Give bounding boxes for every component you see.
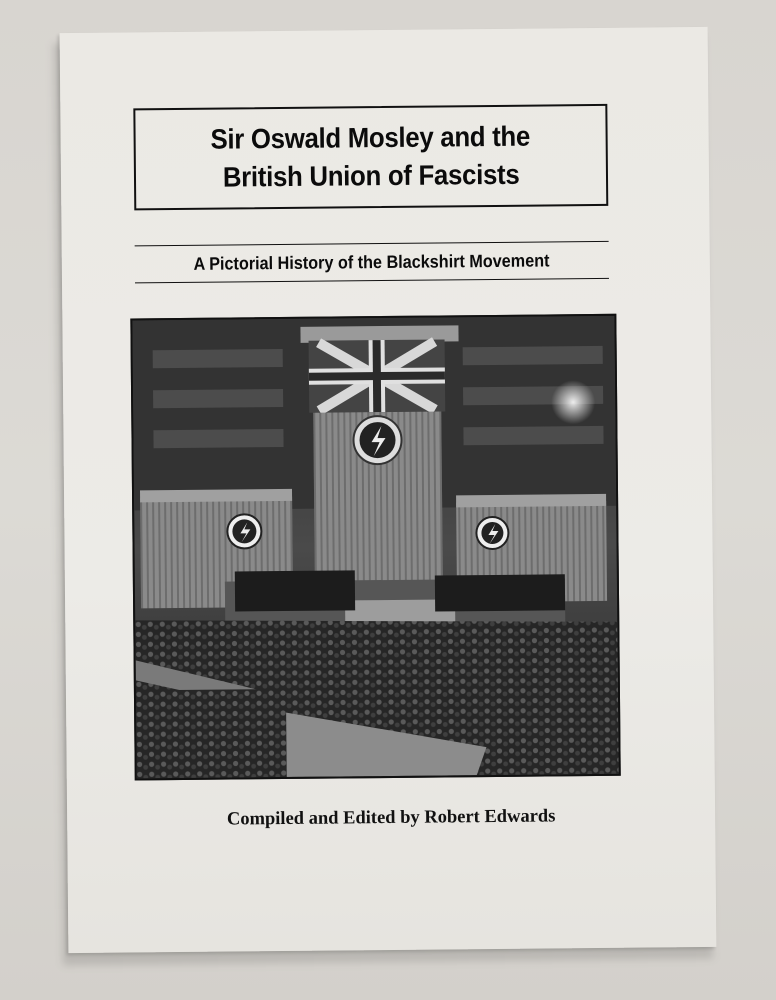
title-line-1: Sir Oswald Mosley and the bbox=[210, 120, 531, 155]
title-line-2: British Union of Fascists bbox=[222, 158, 520, 193]
editor-credit: Compiled and Edited by Robert Edwards bbox=[226, 806, 556, 830]
cover-photograph bbox=[130, 314, 620, 781]
title-box bbox=[133, 104, 608, 211]
subtitle-rule-box bbox=[135, 241, 609, 284]
subtitle: A Pictorial History of the Blackshirt Movement bbox=[193, 249, 550, 274]
booklet-cover bbox=[60, 27, 717, 953]
rally-hall-photo-icon bbox=[132, 316, 618, 779]
